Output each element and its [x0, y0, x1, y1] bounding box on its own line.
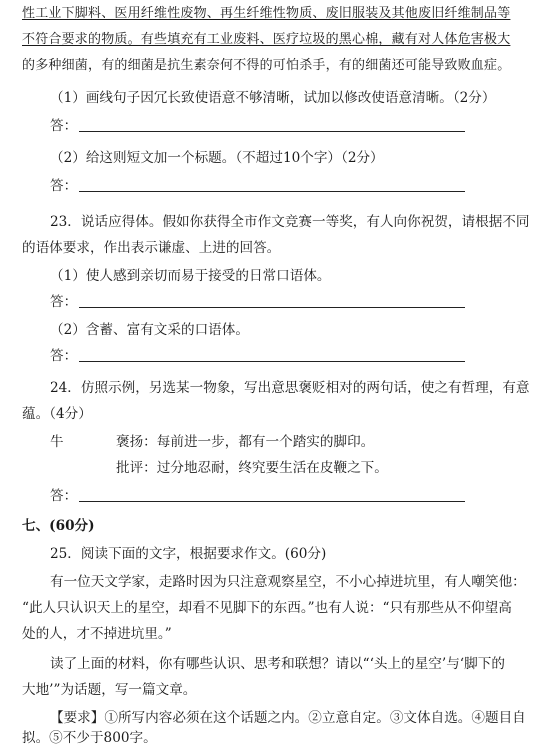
passage-line-3: 的多种细菌，有的细菌是抗生素奈何不得的可怕杀手，有的细菌还可能导致败血症。	[22, 58, 511, 73]
passage-line-1: 性工业下脚料、医用纤维性废物、再生纤维性物质、废旧服装及其他废旧纤维制品等	[22, 6, 511, 21]
answer-blank[interactable]	[79, 176, 465, 192]
requirements-line-1: 【要求】①所写内容必须在这个话题之内。②立意自定。③文体自选。④题目自	[50, 710, 526, 726]
answer-label: 答：	[50, 178, 78, 194]
answer-line-1	[50, 116, 540, 136]
answer-blank[interactable]	[79, 486, 465, 502]
question-23-1: （1）使人感到亲切而易于接受的日常口语体。	[50, 268, 331, 284]
answer-line-4	[50, 346, 540, 366]
answer-label: 答：	[50, 294, 78, 310]
question-1: （1）画线句子因冗长致使语意不够清晰，试加以修改使语意清晰。（2分）	[50, 90, 496, 106]
section-7-heading: 七、(60分)	[22, 518, 95, 534]
prompt-line-1: 读了上面的材料，你有哪些认识、思考和联想？请以“‘头上的星空’与‘脚下的	[50, 656, 505, 672]
question-23-2: （2）含蓄、富有文采的口语体。	[50, 322, 249, 338]
requirements-line-2: 拟。⑤不少于800字。	[22, 730, 157, 746]
example-criticize: 批评：过分地忍耐，终究要生活在皮鞭之下。	[116, 460, 388, 476]
material-line-1: 有一位天文学家，走路时因为只注意观察星空，不小心掉进坑里，有人嘲笑他：	[50, 574, 526, 590]
material-line-2: “此人只认识天上的星空，却看不见脚下的东西。”也有人说：“只有那些从不仰望高	[22, 600, 512, 616]
example-praise-row	[50, 432, 540, 452]
underlined-sentence: 不符合要求的物质。有些填充有工业废料、医疗垃圾的黑心棉，藏有对人体危害极大	[22, 32, 511, 47]
answer-blank[interactable]	[79, 116, 465, 132]
answer-line-2	[50, 176, 540, 196]
question-23-line-1: 23．说话应得体。假如你获得全市作文竞赛一等奖，有人向你祝贺，请根据不同	[50, 214, 530, 230]
answer-line-5	[50, 486, 540, 506]
question-24-line-1: 24．仿照示例，另选某一物象，写出意思褒贬相对的两句话，使之有哲理，有意	[50, 380, 530, 396]
question-2: （2）给这则短文加一个标题。（不超过10个字）（2分）	[50, 150, 384, 166]
passage-line-2	[22, 30, 540, 50]
answer-label: 答：	[50, 488, 78, 504]
question-24-line-2: 蕴。（4分）	[22, 406, 92, 422]
question-23-line-2: 的语体要求，作出表示谦虚、上进的回答。	[22, 240, 281, 256]
question-25: 25．阅读下面的文字，根据要求作文。(60分)	[50, 546, 327, 562]
material-line-3: 处的人，才不掉进坑里。”	[22, 626, 172, 642]
answer-blank[interactable]	[79, 292, 465, 308]
prompt-line-2: 大地’”为话题，写一篇文章。	[22, 682, 197, 698]
example-subject: 牛	[50, 434, 64, 450]
example-praise: 褒扬：每前进一步，都有一个踏实的脚印。	[116, 434, 375, 450]
answer-blank[interactable]	[79, 346, 465, 362]
answer-label: 答：	[50, 348, 78, 364]
answer-label: 答：	[50, 118, 78, 134]
answer-line-3	[50, 292, 540, 312]
